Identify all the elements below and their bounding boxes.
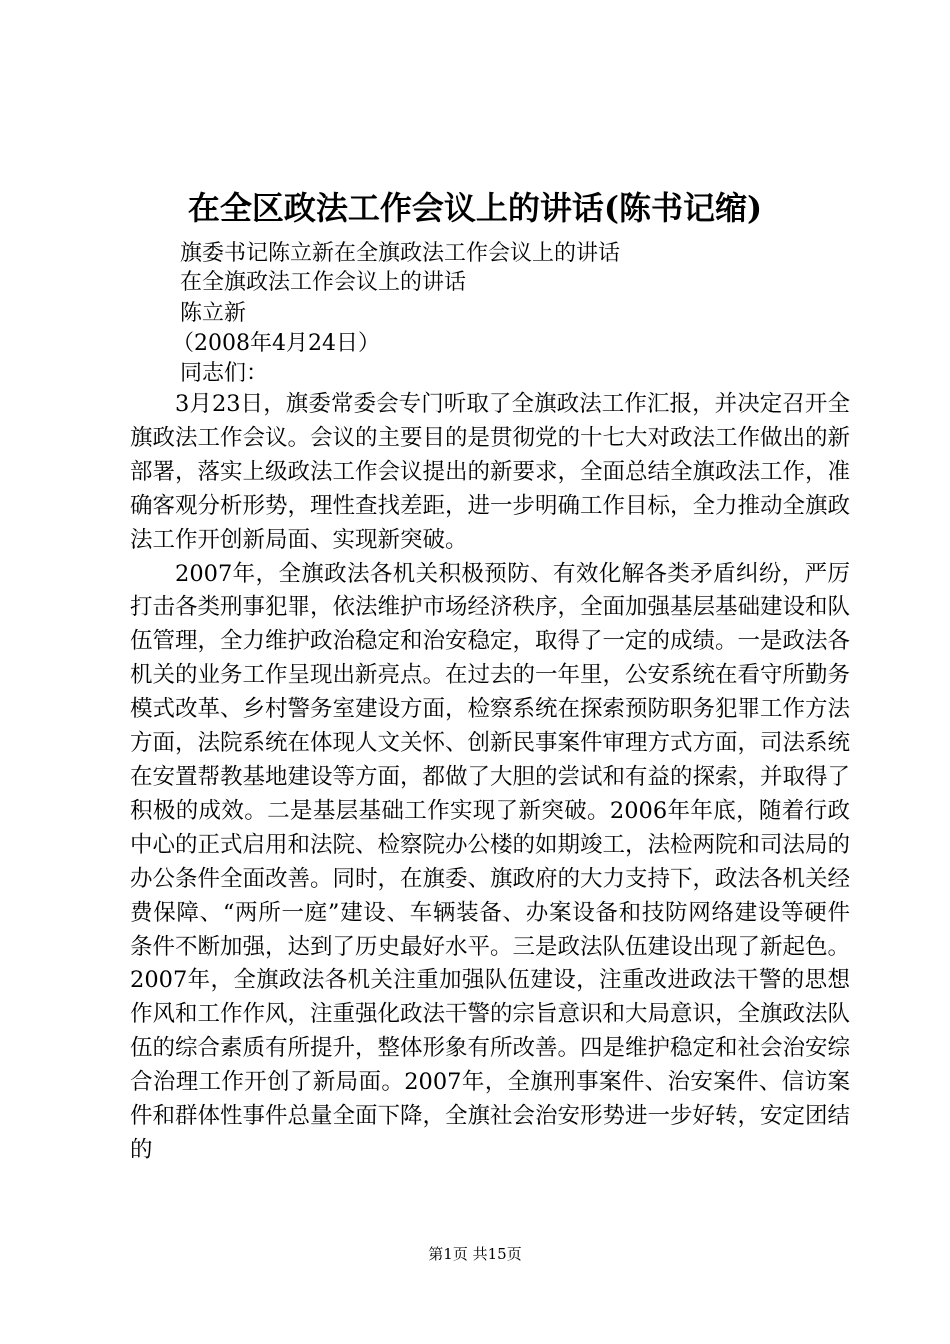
page-number: 第1页 共15页 (428, 1245, 522, 1263)
speech-subheading: 在全旗政法工作会议上的讲话 (180, 270, 467, 295)
body-text (130, 388, 850, 1168)
document-title: 在全区政法工作会议上的讲话(陈书记缩) (187, 189, 763, 227)
author-name: 陈立新 (180, 301, 247, 326)
paragraph: 2007年，全旗政法各机关积极预防、有效化解各类矛盾纠纷，严厉打击各类刑事犯罪，依法维护市场经济秩序，全面加强基层基础建设和队伍管理，全力维护政治稳定和治安稳定，取得了一定的成绩。一是政法各机关的业务工作呈现出新亮点。在过去的一年里，公安系统在看守所勤务模式改革、乡村警务室建设方面，检察系统在探索预防职务犯罪工作方法方面，法院系统在体现人文关怀、创新民事案件审理方式方面，司法系统在安置帮教基地建设等方面，都做了大胆的尝试和有益的探索，并取得了积极的成效。二是基层基础工作实现了新突破。2006年年底，随着行政中心的正式启用和法院、检察院办公楼的如期竣工，法检两院和司法局的办公条件全面改善。同时，在旗委、旗政府的大力支持下，政法各机关经费保障、“两所一庭”建设、车辆装备、办案设备和技防网络建设等硬件条件不断加强，达到了历史最好水平。三是政法队伍建设出现了新起色。2007年，全旗政法各机关注重加强队伍建设，注重改进政法干警的思想作风和工作作风，注重强化政法干警的宗旨意识和大局意识，全旗政法队伍的综合素质有所提升，整体形象有所改善。四是维护稳定和社会治安综合治理工作开创了新局面。2007年，全旗刑事案件、治安案件、信访案件和群体性事件总量全面下降，全旗社会治安形势进一步好转，安定团结的 (130, 560, 851, 1163)
speech-date: （2008年4月24日） (172, 331, 380, 356)
paragraph: 3月23日，旗委常委会专门听取了全旗政法工作汇报，并决定召开全旗政法工作会议。会议的主要目的是贯彻党的十七大对政法工作做出的新部署，落实上级政法工作会议提出的新要求，全面总结全旗政法工作，准确客观分析形势，理性查找差距，进一步明确工作目标，全力推动全旗政法工作开创新局面、实现新突破。 (130, 391, 851, 553)
salutation: 同志们： (180, 361, 269, 386)
speech-heading: 旗委书记陈立新在全旗政法工作会议上的讲话 (180, 241, 621, 266)
